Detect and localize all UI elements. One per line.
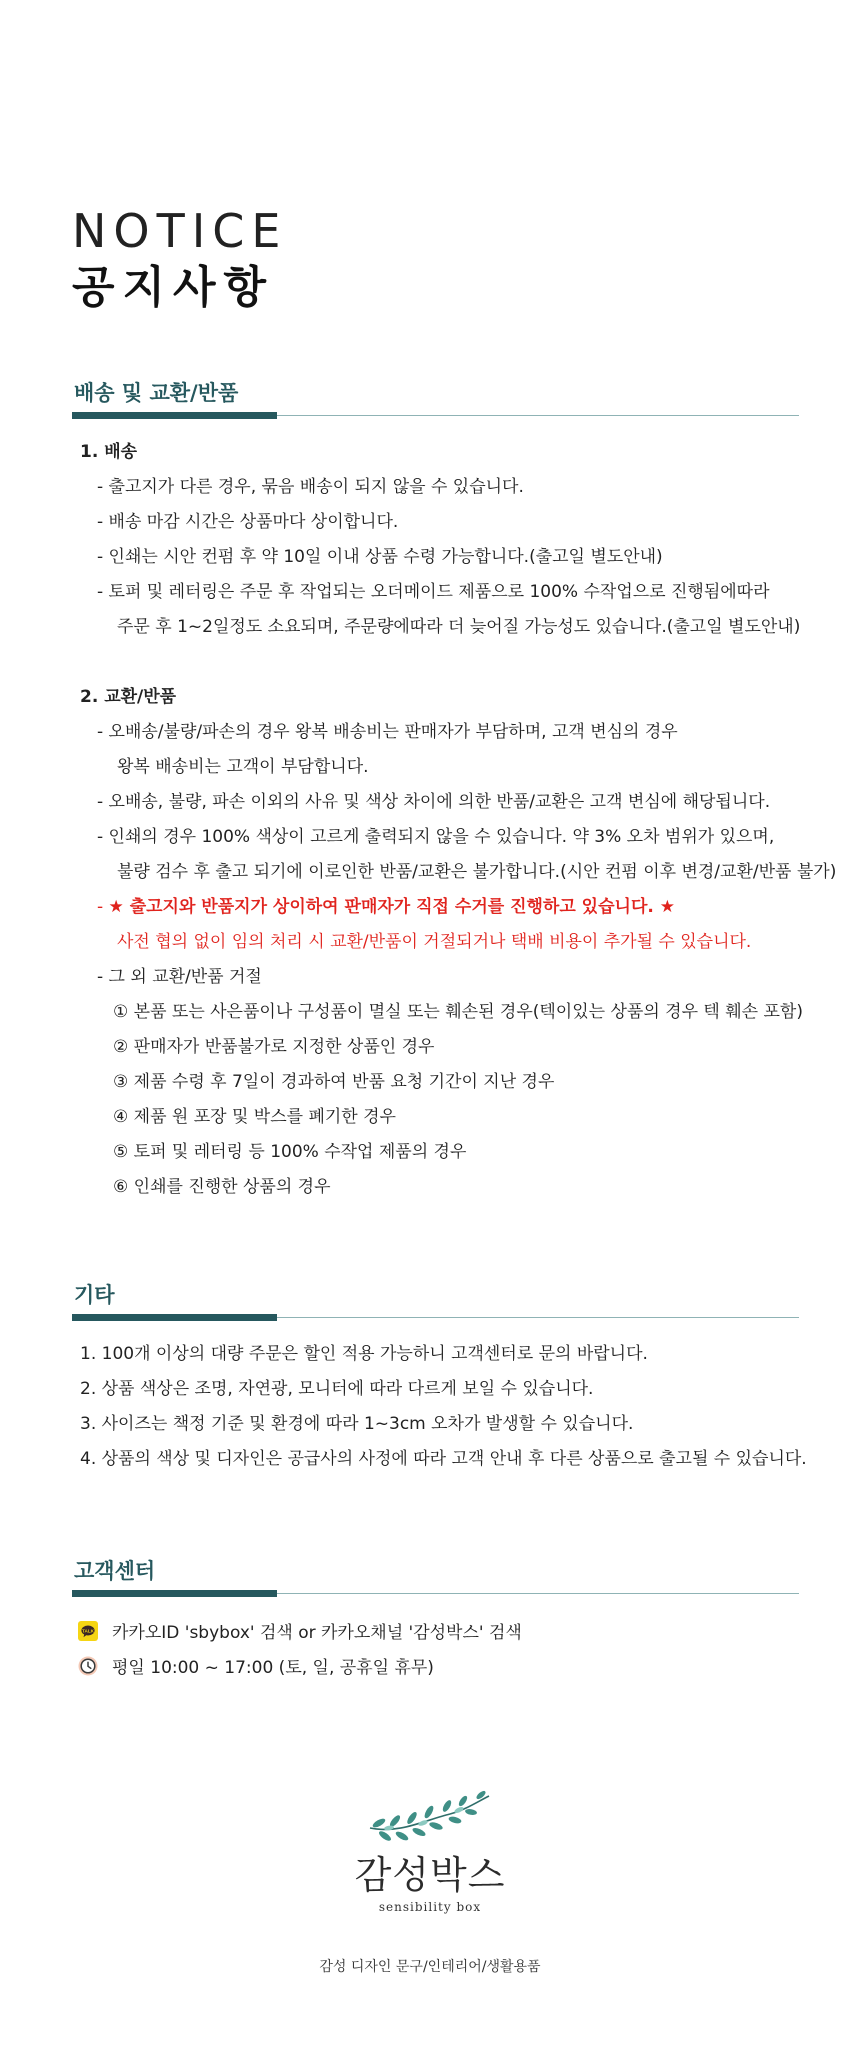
brand-logo: [0, 1790, 860, 1976]
list-item: 2. 상품 색상은 조명, 자연광, 모니터에 따라 다르게 보일 수 있습니다.: [80, 1379, 594, 1399]
warning-line: [72, 890, 799, 925]
leaf-branch-icon: [365, 1790, 495, 1850]
list-item: 3. 사이즈는 책정 기준 및 환경에 따라 1~3cm 오차가 발생할 수 있습니다.: [80, 1414, 634, 1434]
section-title: 고객센터: [74, 1559, 156, 1583]
list-item: - 오배송/불량/파손의 경우 왕복 배송비는 판매자가 부담하며, 고객 변심의 경우: [97, 722, 678, 742]
reject-item: ⑥ 인쇄를 진행한 상품의 경우: [113, 1177, 331, 1197]
brand-name: 감성박스: [354, 1853, 506, 1897]
clock-icon: [78, 1656, 98, 1676]
section-divider: [72, 1314, 799, 1322]
list-item: - 오배송, 불량, 파손 이외의 사유 및 색상 차이에 의한 반품/교환은 고객 변심에 해당됩니다.: [97, 792, 771, 812]
reject-heading: - 그 외 교환/반품 거절: [97, 967, 262, 987]
hours-contact-row: [72, 1648, 799, 1683]
section-title: 배송 및 교환/반품: [74, 381, 239, 405]
warning-text: 사전 협의 없이 임의 처리 시 교환/반품이 거절되거나 택배 비용이 추가될 수 있습니다.: [117, 932, 752, 952]
kakao-contact-text: 카카오ID 'sbybox' 검색 or 카카오채널 '감성박스' 검색: [112, 1623, 522, 1643]
reject-item: ⑤ 토퍼 및 레터링 등 100% 수작업 제품의 경우: [113, 1142, 467, 1162]
list-item: 왕복 배송비는 고객이 부담합니다.: [117, 757, 369, 777]
svg-text:TALK: TALK: [82, 1627, 94, 1633]
list-item: - 인쇄는 시안 컨펌 후 약 10일 이내 상품 수령 가능합니다.(출고일 별도안내): [97, 547, 663, 567]
list-item: 주문 후 1~2일정도 소요되며, 주문량에따라 더 늦어질 가능성도 있습니다.(출고일 별도안내): [117, 617, 801, 637]
brand-subtitle: sensibility box: [378, 1900, 482, 1914]
list-item: - 출고지가 다른 경우, 묶음 배송이 되지 않을 수 있습니다.: [97, 477, 524, 497]
customer-center-section: [72, 1556, 799, 1683]
notice-title-ko: 공지사항: [72, 262, 275, 313]
list-item: - 토퍼 및 레터링은 주문 후 작업되는 오더메이드 제품으로 100% 수작업으로 진행됨에따라: [97, 582, 770, 602]
list-item: 4. 상품의 색상 및 디자인은 공급사의 사정에 따라 고객 안내 후 다른 상품으로 출고될 수 있습니다.: [80, 1449, 807, 1469]
section-title: 기타: [74, 1283, 115, 1307]
list-item: - 배송 마감 시간은 상품마다 상이합니다.: [97, 512, 399, 532]
reject-item: ① 본품 또는 사은품이나 구성품이 멸실 또는 훼손된 경우(텍이있는 상품의 경우 텍 훼손 포함): [113, 1002, 803, 1022]
business-hours-text: 평일 10:00 ~ 17:00 (토, 일, 공휴일 휴무): [112, 1658, 434, 1678]
reject-item: ③ 제품 수령 후 7일이 경과하여 반품 요청 기간이 지난 경우: [113, 1072, 555, 1092]
etc-section: [72, 1280, 807, 1477]
list-item: 불량 검수 후 출고 되기에 이로인한 반품/교환은 불가합니다.(시안 컨펌 이후 변경/교환/반품 불가): [117, 862, 837, 882]
kakao-contact-row: [72, 1613, 799, 1648]
reject-item: ② 판매자가 반품불가로 지정한 상품인 경우: [113, 1037, 435, 1057]
warning-bold-text: ★ 출고지와 반품지가 상이하여 판매자가 직접 수거를 진행하고 있습니다. ★: [108, 897, 675, 917]
section-divider: [72, 412, 799, 420]
notice-title-en: NOTICE: [72, 204, 288, 258]
reject-item: ④ 제품 원 포장 및 박스를 폐기한 경우: [113, 1107, 396, 1127]
warning-dash: -: [97, 897, 109, 917]
section-divider: [72, 1590, 799, 1598]
shipping-section: [72, 378, 837, 1205]
list-item: - 인쇄의 경우 100% 색상이 고르게 출력되지 않을 수 있습니다. 약 3% 오차 범위가 있으며,: [97, 827, 775, 847]
exchange-heading: 2. 교환/반품: [80, 687, 177, 707]
shipping-heading: 1. 배송: [80, 442, 138, 462]
brand-tagline: 감성 디자인 문구/인테리어/생활용품: [319, 1959, 541, 1975]
kakao-talk-icon: [78, 1621, 98, 1641]
list-item: 1. 100개 이상의 대량 주문은 할인 적용 가능하니 고객센터로 문의 바랍니다.: [80, 1344, 648, 1364]
